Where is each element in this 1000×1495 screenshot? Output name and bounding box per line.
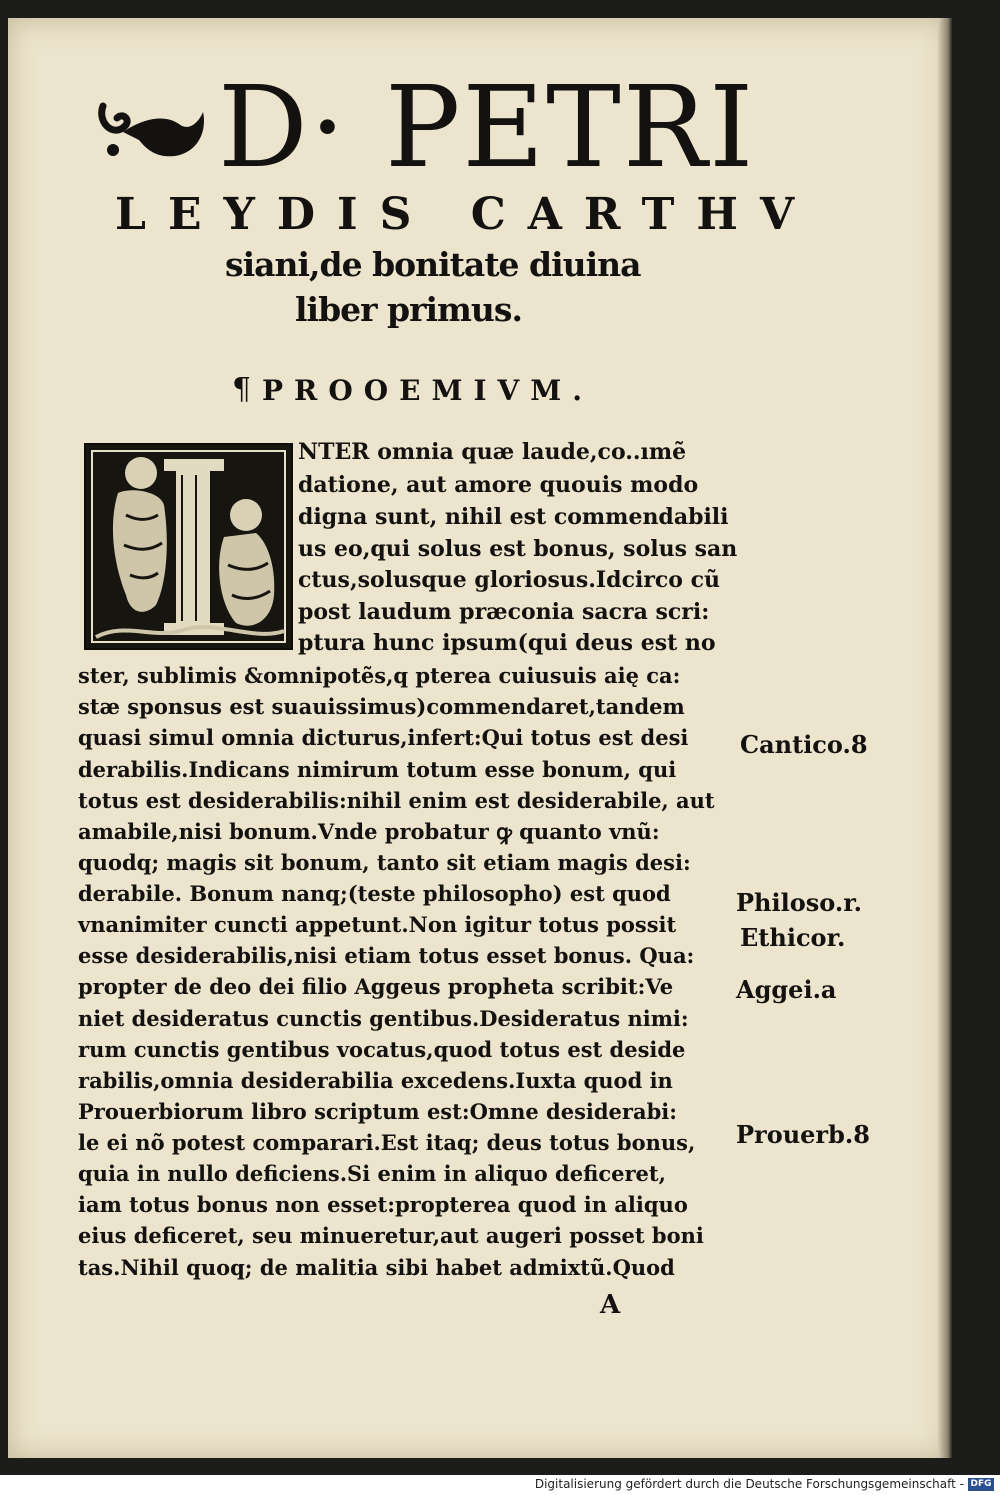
body-line: rabilis,omnia desiderabilia excedens.Iuxta quod in	[78, 1068, 673, 1093]
margin-note: Philoso.r.	[736, 888, 862, 917]
body-line: niet desideratus cunctis gentibus.Desideratus nimi:	[78, 1006, 689, 1031]
body-line: NTER omnia quæ laude,co..ımẽ	[298, 439, 687, 465]
body-line: rum cunctis gentibus vocatus,quod totus est deside	[78, 1037, 686, 1062]
margin-note: Cantico.8	[740, 730, 868, 759]
body-line: le ei nõ potest comparari.Est itaq; deus totus bonus,	[78, 1130, 696, 1155]
body-line: Prouerbiorum libro scriptum est:Omne desiderabi:	[78, 1099, 678, 1124]
body-line: quodq; magis sit bonum, tanto sit etiam magis desi:	[78, 850, 691, 875]
margin-note: Aggei.a	[736, 975, 837, 1004]
body-line: derabilis.Indicans nimirum totum esse bonum, qui	[78, 757, 677, 782]
body-line: quasi simul omnia dicturus,infert:Qui totus est desi	[78, 725, 689, 750]
body-line: ptura hunc ipsum(qui deus est no	[298, 630, 716, 656]
page-edge	[938, 18, 952, 1458]
body-line: derabile. Bonum nanq;(teste philosopho) est quod	[78, 881, 671, 906]
body-line: iam totus bonus non esset:propterea quod in aliquo	[78, 1192, 688, 1217]
title-line-3: siani,de bonitate diuina	[225, 245, 641, 284]
woodcut-initial-illustration	[84, 443, 293, 650]
title-line-4: liber primus.	[295, 290, 522, 329]
digitization-credit-text: Digitalisierung gefördert durch die Deutsche Forschungsgemeinschaft -	[534, 1477, 964, 1491]
body-line: stæ sponsus est suauissimus)commendaret,tandem	[78, 694, 685, 719]
body-line: amabile,nisi bonum.Vnde probatur ꝙ quanto vnũ:	[78, 819, 660, 844]
body-line: ster, sublimis &omnipotẽs,q pterea cuiusuis aię ca:	[78, 663, 681, 688]
body-line: tas.Nihil quoq; de malitia sibi habet admixtũ.Quod	[78, 1255, 675, 1280]
digitization-credit-bar	[0, 1475, 1000, 1495]
body-line: propter de deo dei filio Aggeus propheta scribit:Ve	[78, 974, 674, 999]
body-line: post laudum præconia sacra scri:	[298, 599, 710, 625]
body-line: us eo,qui solus est bonus, solus san	[298, 536, 738, 562]
body-line: totus est desiderabilis:nihil enim est desiderabile, aut	[78, 788, 715, 813]
body-line: eius deficeret, seu minueretur,aut augeri posset boni	[78, 1223, 704, 1248]
fleuron-ornament-icon	[95, 92, 210, 164]
body-line: datione, aut amore quouis modo	[298, 472, 699, 498]
pilcrow-icon: ¶	[232, 372, 252, 407]
body-line: quia in nullo deficiens.Si enim in aliquo deficeret,	[78, 1161, 666, 1186]
title-line-2: LEYDIS CARTHV	[115, 189, 817, 240]
body-line: esse desiderabilis,nisi etiam totus esset bonus. Qua:	[78, 943, 695, 968]
body-line: vnanimiter cuncti appetunt.Non igitur totus possit	[78, 912, 677, 937]
margin-note: Ethicor.	[740, 923, 846, 952]
section-heading: PROOEMIVM.	[262, 374, 594, 407]
dfg-logo[interactable]: DFG	[968, 1478, 994, 1491]
title-line-1: D· PETRI	[218, 63, 756, 193]
body-line: digna sunt, nihil est commendabili	[298, 504, 729, 530]
margin-note: Prouerb.8	[736, 1120, 870, 1149]
signature-mark: A	[600, 1290, 621, 1320]
body-line: ctus,solusque gloriosus.Idcirco cũ	[298, 567, 721, 593]
